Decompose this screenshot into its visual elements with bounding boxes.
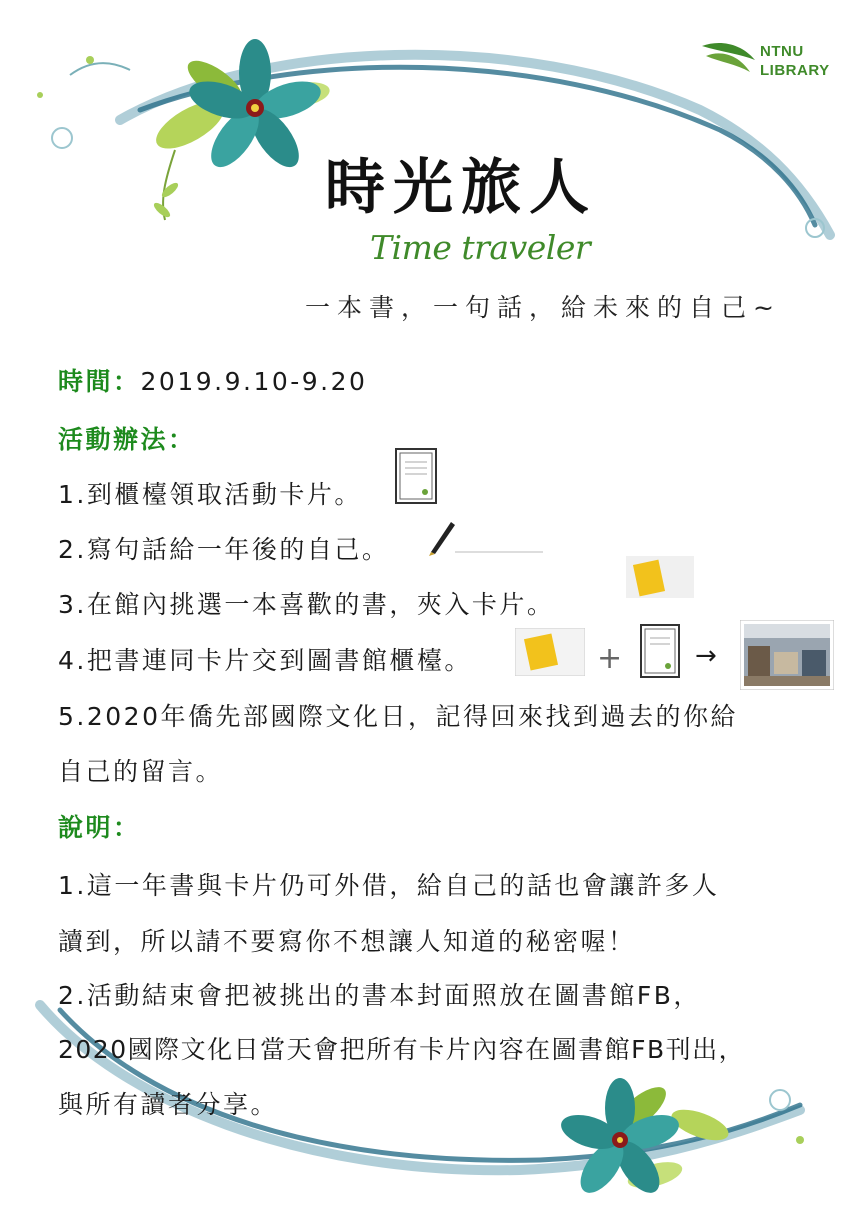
- library-photo: [740, 620, 834, 690]
- step-5: 5.2020年僑先部國際文化日，記得回來找到過去的你給: [58, 702, 738, 731]
- logo-line2: LIBRARY: [760, 62, 830, 79]
- time-value: 2019.9.10-9.20: [140, 367, 368, 396]
- page-title: 時光旅人: [325, 153, 597, 223]
- page-subtitle: Time traveler: [370, 228, 591, 267]
- time-row: [58, 362, 367, 398]
- note-line-1: 1.這一年書與卡片仍可外借，給自己的話也會讓許多人: [58, 871, 720, 900]
- note-line-2: 讀到，所以請不要寫你不想讓人知道的秘密喔！: [58, 927, 636, 956]
- step-2: 2.寫句話給一年後的自己。: [58, 535, 390, 564]
- step-4: 4.把書連同卡片交到圖書館櫃檯。: [58, 646, 472, 675]
- step-1: 1.到櫃檯領取活動卡片。: [58, 480, 362, 509]
- step-3: 3.在館內挑選一本喜歡的書，夾入卡片。: [58, 590, 555, 619]
- note-line-4: 2020國際文化日當天會把所有卡片內容在圖書館FB刊出，: [58, 1035, 746, 1064]
- notes-heading: 說明：: [58, 813, 141, 842]
- note-line-5: 與所有讀者分享。: [58, 1090, 279, 1119]
- pen-icon: [425, 518, 545, 556]
- card-image: [640, 624, 680, 678]
- book-icon: [626, 556, 694, 602]
- arrow: →: [695, 641, 720, 671]
- tagline: 一本書，一句話，給未來的自己~: [305, 293, 781, 322]
- library-logo-text: [760, 42, 850, 80]
- method-heading: 活動辦法：: [58, 425, 196, 454]
- time-label: 時間：: [58, 367, 141, 396]
- note-line-3: 2.活動結束會把被挑出的書本封面照放在圖書館FB，: [58, 981, 701, 1010]
- card-icon: [395, 448, 437, 504]
- logo-line1: NTNU: [760, 43, 804, 60]
- book-image: [515, 628, 585, 676]
- step-5-continued: 自己的留言。: [58, 757, 224, 786]
- plus-sign: +: [597, 641, 625, 676]
